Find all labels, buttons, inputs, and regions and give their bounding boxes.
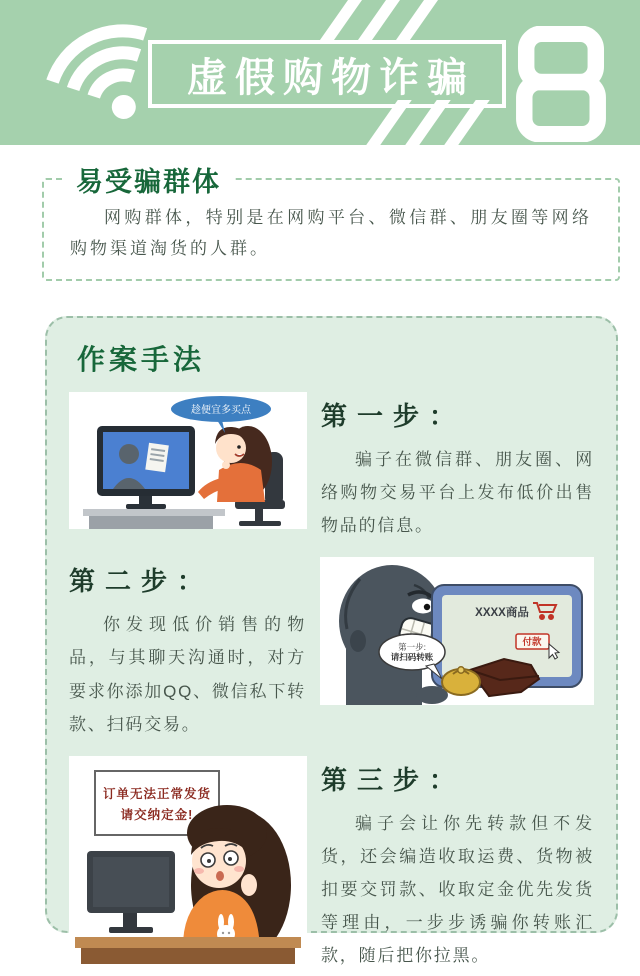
step1-block	[321, 392, 594, 542]
decor-slash	[396, 0, 438, 40]
method-section-title: 作案手法	[77, 343, 206, 375]
product-label: XXXX商品	[475, 607, 529, 620]
pay-button-label: 付款	[522, 637, 542, 649]
step3-label: 第三步：	[321, 764, 466, 795]
victim-group-title: 易受骗群体	[64, 160, 233, 199]
desk	[75, 937, 301, 964]
step3-row	[69, 756, 594, 976]
scammer-bubble-line2: 请扫码转账	[390, 652, 434, 663]
step2-text: 你发现低价销售的物品，与其聊天沟通时，对方要求你添加QQ、微信私下转款、扫码交易。	[69, 615, 306, 734]
step3-text: 骗子会让你先转款但不发货，还会编造收取运费、货物被扣要交罚款、收取定金优先发货等理由，一步步诱骗你转账汇款，随后把你拉黑。	[321, 813, 594, 966]
desk	[83, 509, 225, 529]
scammer-bubble-line1: 第一步:	[398, 642, 426, 653]
monitor	[97, 426, 195, 509]
victim-woman	[183, 805, 291, 959]
decor-slash	[358, 0, 400, 40]
sign-line2: 请交纳定金!	[120, 807, 194, 822]
step2-block	[69, 557, 306, 741]
step1-illustration	[69, 392, 307, 529]
poster-title-box	[148, 40, 506, 108]
speech-bubble-text: 趁便宜多买点	[191, 404, 251, 416]
decor-slash	[320, 0, 362, 40]
monitor-rear	[87, 851, 175, 933]
step3-illustration	[69, 756, 307, 976]
step1-row	[69, 392, 594, 542]
method-steps	[69, 392, 594, 976]
step2-illustration	[320, 557, 594, 705]
sign-line1: 订单无法正常发货	[102, 786, 212, 801]
header-banner	[0, 0, 640, 145]
method-section	[45, 316, 618, 966]
victim-group-text: 网购群体，特别是在网购平台、微信群、朋友圈等网络购物渠道淘货的人群。	[70, 208, 592, 259]
poster-number-8	[507, 26, 615, 142]
poster-title: 虚假购物诈骗	[187, 55, 475, 100]
shopper-woman	[198, 426, 272, 502]
step2-row	[69, 557, 594, 741]
step1-text: 骗子在微信群、朋友圈、网络购物交易平台上发布低价出售物品的信息。	[321, 449, 594, 536]
step3-block	[321, 756, 594, 973]
victim-group-section	[42, 167, 620, 281]
step2-label: 第二步：	[69, 566, 214, 597]
step1-label: 第一步：	[321, 400, 466, 431]
